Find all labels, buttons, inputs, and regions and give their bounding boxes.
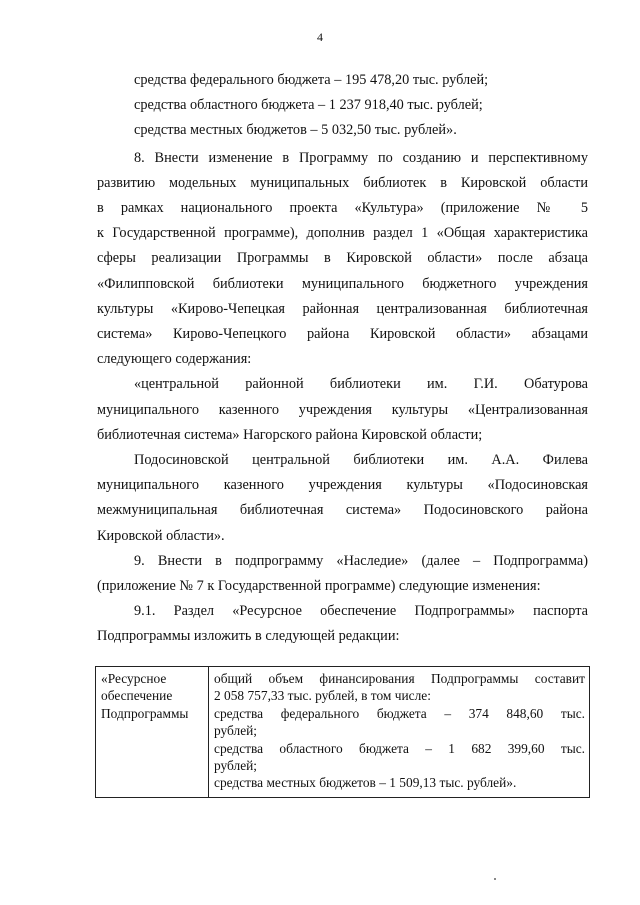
resource-table: [95, 666, 590, 798]
table-cell-content: [209, 667, 590, 798]
budget-line-local: средства местных бюджетов – 5 032,50 тыс. рублей».: [134, 122, 457, 139]
text-line: муниципального казенного учреждения культуры «Централизованная: [97, 401, 588, 418]
text-line: в рамках национального проекта «Культура» (приложение № 5: [97, 200, 588, 217]
scan-speck: [494, 878, 496, 880]
page-number: 4: [317, 30, 323, 44]
document-body: [97, 68, 588, 650]
text-line: библиотечная система» Нагорского района Кировской области;: [97, 426, 483, 443]
text-line: Кировской области».: [97, 527, 225, 544]
cell-line: обеспечение: [101, 688, 173, 704]
cell-line: общий объем финансирования Подпрограммы составит: [214, 671, 585, 686]
text-line: развитию модельных муниципальных библиотек в Кировской области: [97, 174, 588, 191]
cell-line: средства местных бюджетов – 1 509,13 тыс. рублей».: [214, 775, 517, 791]
paragraph-quote-1: [97, 372, 588, 448]
text-line: 9. Внести в подпрограмму «Наследие» (далее – Подпрограмма): [134, 552, 588, 569]
text-line: 8. Внести изменение в Программу по созданию и перспективному: [134, 149, 588, 166]
text-line: «центральной районной библиотеки им. Г.И. Обатурова: [134, 376, 588, 393]
text-line: система» Кирово-Чепецкого района Кировской области» абзацами: [97, 326, 588, 343]
text-line: культуры «Кирово-Чепецкая районная централизованная библиотечная: [97, 300, 588, 317]
text-line: Подпрограммы изложить в следующей редакции:: [97, 628, 400, 645]
text-line: межмуниципальная библиотечная система» Подосиновского района: [97, 502, 588, 519]
text-line: 9.1. Раздел «Ресурсное обеспечение Подпрограммы» паспорта: [134, 603, 588, 620]
cell-line: рублей;: [214, 723, 258, 739]
paragraph-item-9-1: [97, 599, 588, 649]
budget-line-regional: средства областного бюджета – 1 237 918,40 тыс. рублей;: [134, 97, 483, 114]
text-line: «Филипповской библиотеки муниципального бюджетного учреждения: [97, 275, 588, 292]
cell-line: Подпрограммы: [101, 705, 189, 721]
text-line: Подосиновской центральной библиотеки им. А.А. Филева: [134, 452, 588, 469]
text-line: муниципального казенного учреждения культуры «Подосиновская: [97, 477, 588, 494]
text-line: к Государственной программе), дополнив раздел 1 «Общая характеристика: [97, 225, 588, 242]
cell-line: «Ресурсное: [101, 671, 167, 686]
paragraph-quote-2: [97, 448, 588, 549]
cell-line: рублей;: [214, 758, 258, 774]
paragraph-item-8: [97, 146, 588, 373]
cell-line: 2 058 757,33 тыс. рублей, в том числе:: [214, 688, 431, 704]
cell-line: средства областного бюджета – 1 682 399,60 тыс.: [214, 740, 585, 756]
text-line: следующего содержания:: [97, 351, 252, 368]
table-cell-label: [96, 667, 209, 798]
paragraph-item-9: [97, 549, 588, 599]
text-line: сферы реализации Программы в Кировской области» после абзаца: [97, 250, 588, 267]
table-row: [96, 667, 590, 798]
cell-line: средства федерального бюджета – 374 848,60 тыс.: [214, 705, 585, 721]
text-line: (приложение № 7 к Государственной программе) следующие изменения:: [97, 578, 541, 595]
budget-line-federal: средства федерального бюджета – 195 478,20 тыс. рублей;: [134, 72, 489, 88]
